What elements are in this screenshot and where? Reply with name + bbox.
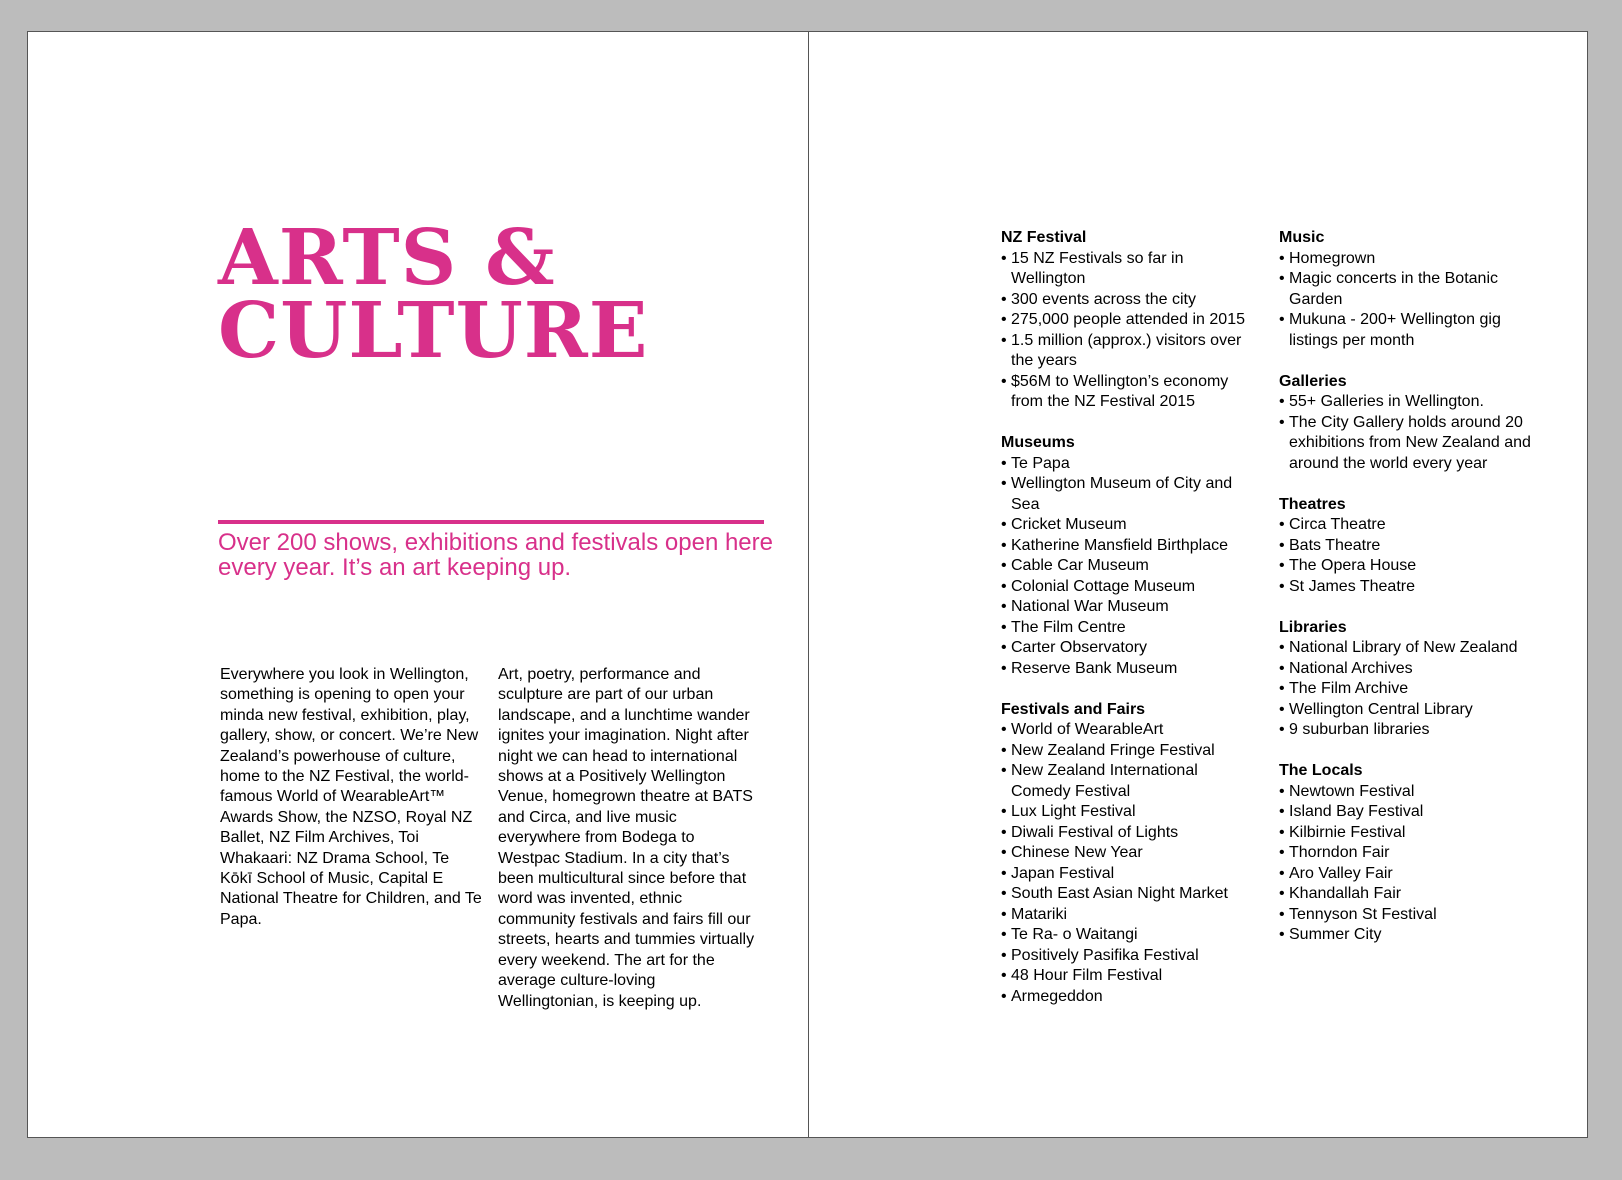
list-item: • Khandallah Fair: [1279, 884, 1549, 905]
section-title: Festivals and Fairs: [1001, 700, 1146, 718]
section-music: [1279, 228, 1549, 351]
list-item: • Te Papa: [1001, 454, 1261, 475]
list-item: • National Library of New Zealand: [1279, 638, 1549, 659]
list-item: • Lux Light Festival: [1001, 802, 1261, 823]
list-item: • Cable Car Museum: [1001, 556, 1261, 577]
list-item: • St James Theatre: [1279, 577, 1549, 598]
list-item: • World of WearableArt: [1001, 720, 1261, 741]
section-list: [1001, 454, 1261, 680]
list-item: • Circa Theatre: [1279, 515, 1549, 536]
body-column-2: Art, poetry, performance and sculpture are part of our urban landscape, and a lunchtime wander ignites your imagination. Night after night we can head to international shows at a Positively Wellington Venue, homegrown theatre at BATS and Circa, and live music everywhere from Bodega to Westpac Stadium. In a city that’s been multicultural since before that word was invented, ethnic community festivals and fairs fill our streets, hearts and tummies virtually every weekend. The art for the average culture-loving Wellingtonian, is keeping up.: [498, 666, 755, 1010]
section-list: [1279, 782, 1549, 946]
list-item: • Island Bay Festival: [1279, 802, 1549, 823]
title-line-1: ARTS &: [218, 213, 556, 303]
list-item: • The City Gallery holds around 20 exhibitions from New Zealand and around the world every year: [1279, 413, 1549, 475]
list-item: • New Zealand International Comedy Festival: [1001, 761, 1261, 802]
list-item: • Carter Observatory: [1001, 638, 1261, 659]
section-list: [1279, 638, 1549, 741]
section-nz-festival: [1001, 228, 1261, 413]
list-item: • Homegrown: [1279, 249, 1549, 270]
section-list: [1279, 249, 1549, 352]
list-item: • Reserve Bank Museum: [1001, 659, 1261, 680]
accent-rule: [218, 520, 764, 524]
section-libraries: [1279, 618, 1549, 741]
list-item: • Matariki: [1001, 905, 1261, 926]
section-list: [1279, 392, 1549, 474]
list-item: • Diwali Festival of Lights: [1001, 823, 1261, 844]
section-locals: [1279, 761, 1549, 946]
title-line-2: CULTURE: [218, 286, 649, 376]
list-item: • 48 Hour Film Festival: [1001, 966, 1261, 987]
section-title: NZ Festival: [1001, 229, 1087, 246]
page-fold: [808, 32, 809, 1137]
list-item: • Colonial Cottage Museum: [1001, 577, 1261, 598]
tagline: Over 200 shows, exhibitions and festivals open here every year. It’s an art keeping up.: [218, 529, 773, 581]
list-item: • The Opera House: [1279, 556, 1549, 577]
list-item: • Tennyson St Festival: [1279, 905, 1549, 926]
list-item: • Thorndon Fair: [1279, 843, 1549, 864]
list-item: • Mukuna - 200+ Wellington gig listings per month: [1279, 310, 1549, 351]
section-title: Theatres: [1279, 495, 1346, 513]
section-title: The Locals: [1279, 762, 1363, 779]
list-item: • 300 events across the city: [1001, 290, 1261, 311]
section-museums: [1001, 433, 1261, 679]
list-item: • 55+ Galleries in Wellington.: [1279, 392, 1549, 413]
facts-column-1: [1001, 228, 1261, 1028]
list-item: • Bats Theatre: [1279, 536, 1549, 557]
list-item: • Cricket Museum: [1001, 515, 1261, 536]
section-title: Galleries: [1279, 372, 1347, 390]
list-item: • Japan Festival: [1001, 864, 1261, 885]
facts-column-2: [1279, 228, 1549, 966]
section-title: Libraries: [1279, 618, 1347, 636]
list-item: • The Film Archive: [1279, 679, 1549, 700]
list-item: • National Archives: [1279, 659, 1549, 680]
section-title: Music: [1279, 229, 1325, 246]
list-item: • Katherine Mansfield Birthplace: [1001, 536, 1261, 557]
section-festivals: [1001, 700, 1261, 1008]
list-item: • Positively Pasifika Festival: [1001, 946, 1261, 967]
list-item: • Armegeddon: [1001, 987, 1261, 1008]
list-item: • 15 NZ Festivals so far in Wellington: [1001, 249, 1261, 290]
list-item: • Wellington Central Library: [1279, 700, 1549, 721]
page-title: [218, 213, 649, 376]
list-item: • National War Museum: [1001, 597, 1261, 618]
section-theatres: [1279, 495, 1549, 598]
section-title: Museums: [1001, 434, 1075, 451]
list-item: • Wellington Museum of City and Sea: [1001, 474, 1261, 515]
list-item: • 9 suburban libraries: [1279, 720, 1549, 741]
list-item: • Newtown Festival: [1279, 782, 1549, 803]
section-list: [1279, 515, 1549, 597]
magazine-spread: [27, 31, 1588, 1138]
section-list: [1001, 720, 1261, 1007]
list-item: • Magic concerts in the Botanic Garden: [1279, 269, 1549, 310]
list-item: • Chinese New Year: [1001, 843, 1261, 864]
list-item: • New Zealand Fringe Festival: [1001, 741, 1261, 762]
list-item: • 1.5 million (approx.) visitors over the years: [1001, 331, 1261, 372]
list-item: • South East Asian Night Market: [1001, 884, 1261, 905]
section-list: [1001, 249, 1261, 413]
list-item: • The Film Centre: [1001, 618, 1261, 639]
list-item: • 275,000 people attended in 2015: [1001, 310, 1261, 331]
list-item: • $56M to Wellington’s economy from the NZ Festival 2015: [1001, 372, 1261, 413]
body-column-1: Everywhere you look in Wellington, something is opening to open your minda new festival, exhibition, play, gallery, show, or concert. We’re New Zealand’s powerhouse of culture, home to the NZ Festival, the world-famous World of WearableArt™ Awards Show, the NZSO, Royal NZ Ballet, NZ Film Archives, Toi Whakaari: NZ Drama School, Te Kōkī School of Music, Capital E National Theatre for Children, and Te Papa.: [220, 666, 482, 928]
list-item: • Te Ra- o Waitangi: [1001, 925, 1261, 946]
section-galleries: [1279, 372, 1549, 475]
list-item: • Kilbirnie Festival: [1279, 823, 1549, 844]
list-item: • Aro Valley Fair: [1279, 864, 1549, 885]
list-item: • Summer City: [1279, 925, 1549, 946]
